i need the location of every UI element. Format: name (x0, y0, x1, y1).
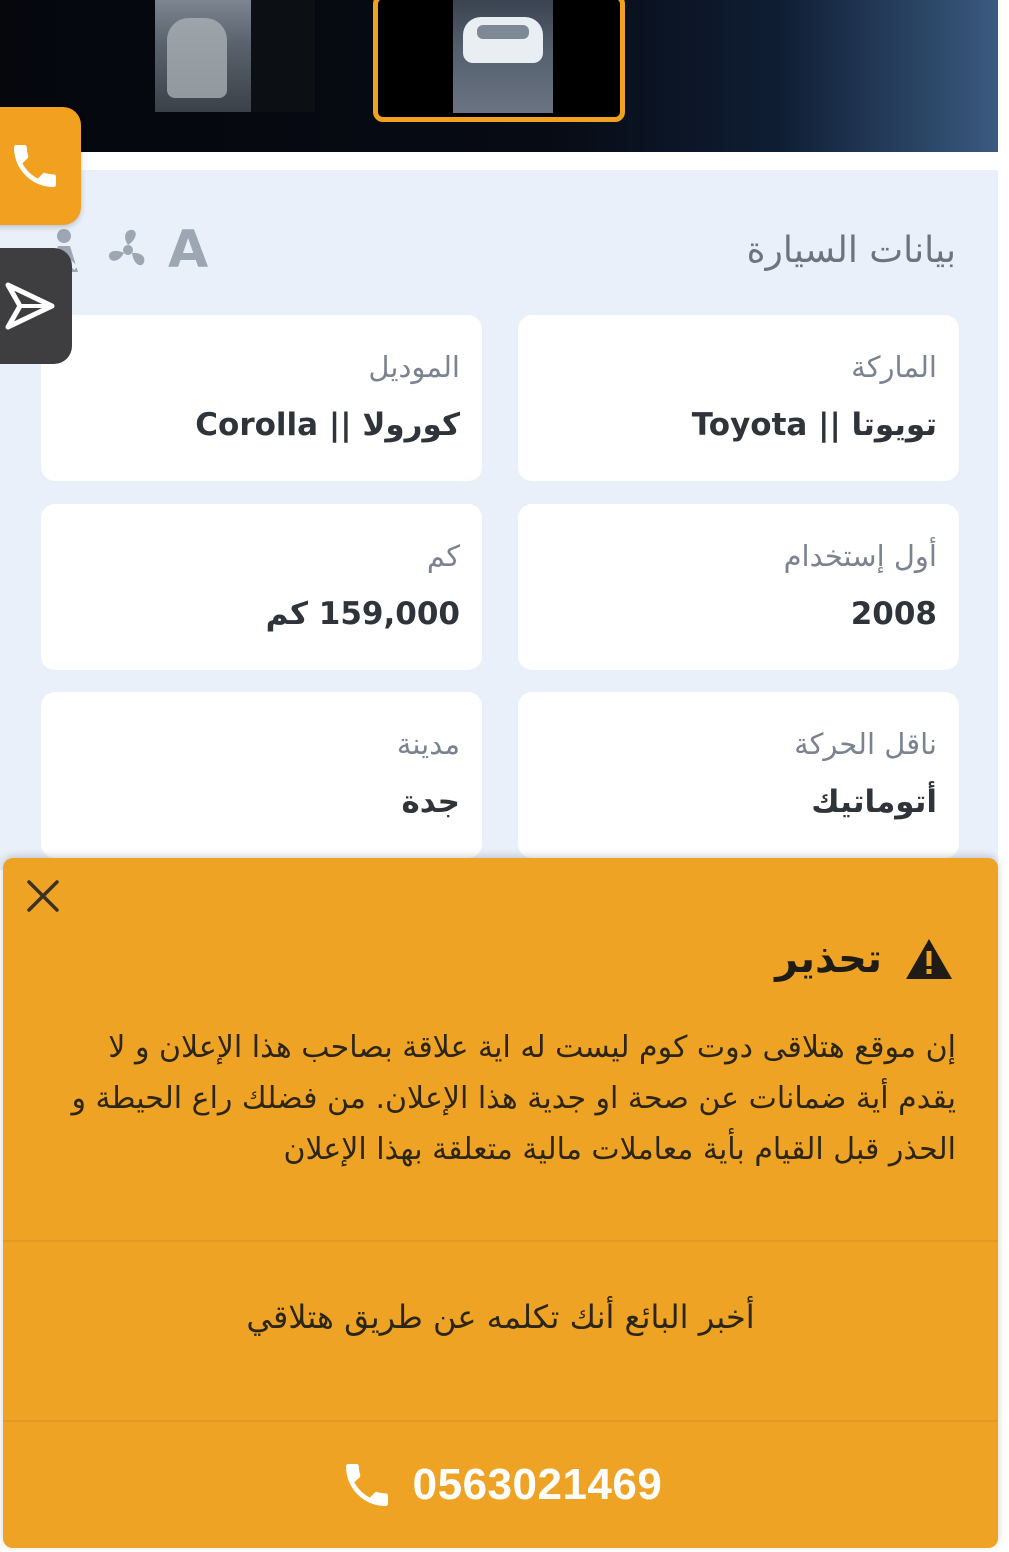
auto-transmission-icon: A (168, 220, 209, 280)
close-icon (26, 879, 60, 913)
info-value: 159,000 كم (265, 596, 460, 632)
info-value: 2008 (850, 596, 937, 632)
info-card-brand (518, 315, 959, 481)
info-label: كم (426, 539, 460, 573)
info-value: تويوتا || Toyota (691, 407, 937, 443)
phone-icon (7, 138, 63, 194)
share-icon (2, 277, 60, 335)
warning-message: إن موقع هتلاقى دوت كوم ليست له اية علاقة بصاحب هذا الإعلان و لا يقدم أية ضمانات عن صحة او جدية هذا الإعلان. من فضلك راع الحيطة و الحذر قبل القيام بأية معاملات مالية متعلقة بهذا الإعلان (71, 1030, 956, 1167)
floating-call-button[interactable] (0, 107, 81, 225)
section-title: بيانات السيارة (746, 230, 956, 271)
info-label: الموديل (368, 350, 460, 384)
thumbnail-photo (167, 18, 227, 98)
photo-gallery-strip (0, 0, 998, 152)
divider (3, 1240, 998, 1242)
info-card-model (41, 315, 482, 481)
info-label: مدينة (396, 727, 460, 761)
floating-share-button[interactable] (0, 248, 72, 364)
info-label: أول إستخدام (783, 539, 937, 573)
warning-header (775, 936, 954, 982)
warning-dialog (3, 858, 998, 1548)
info-card-mileage (41, 504, 482, 670)
info-card-first-use (518, 504, 959, 670)
info-value: جدة (401, 784, 460, 820)
info-value: كورولا || Corolla (195, 407, 460, 443)
thumbnail-photo (453, 0, 553, 113)
gallery-thumbnail-selected[interactable] (373, 0, 625, 122)
warning-triangle-icon (904, 937, 954, 981)
info-value: أتوماتيك (811, 784, 937, 820)
warning-title: تحذير (775, 936, 882, 982)
phone-icon (339, 1457, 395, 1513)
info-card-transmission (518, 692, 959, 858)
info-label: الماركة (851, 350, 937, 384)
call-seller-button[interactable] (3, 1422, 998, 1548)
tell-seller-note: أخبر البائع أنك تكلمه عن طريق هتلاقي (246, 1298, 755, 1336)
phone-number: 0563021469 (412, 1460, 663, 1509)
info-label: ناقل الحركة (794, 727, 937, 761)
fan-icon (104, 226, 152, 274)
close-button[interactable] (23, 876, 63, 916)
info-card-city (41, 692, 482, 858)
gallery-thumbnail[interactable] (155, 0, 315, 112)
car-info-panel (0, 170, 998, 870)
